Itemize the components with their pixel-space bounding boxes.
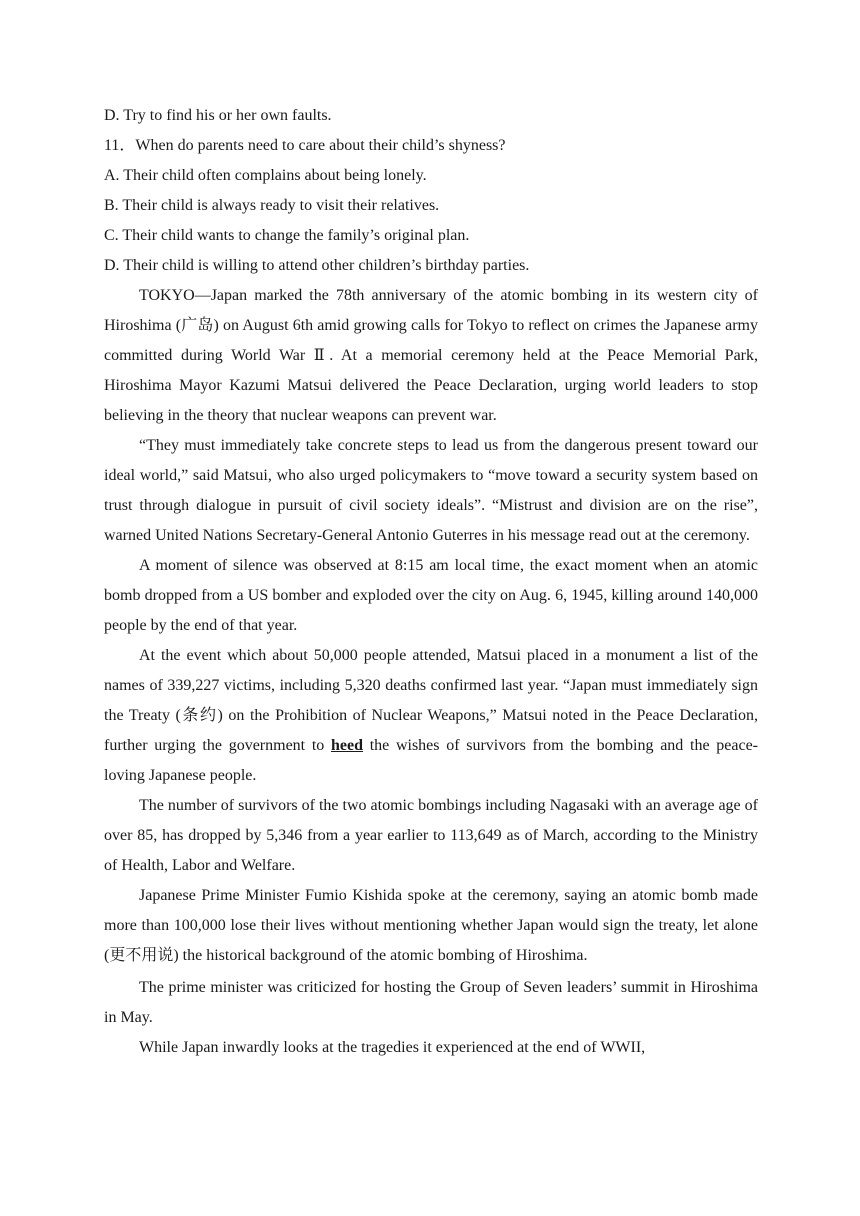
article-paragraph-2: “They must immediately take concrete steps to lead us from the dangerous present toward our ideal world,” said Matsui, who also urged policymakers to “move toward a security system based on trust through dialogue in pursuit of civil society ideals”. “Mistrust and division are on the rise”, warned United Nations Secretary-General Antonio Guterres in his message read out at the ceremony. (104, 437, 758, 544)
article-paragraph-4 (104, 641, 758, 791)
q11-option-a: A. Their child often complains about being lonely. (104, 167, 427, 184)
q11-stem: 11．When do parents need to care about their child’s shyness? (104, 137, 506, 154)
q11-option-b: B. Their child is always ready to visit their relatives. (104, 197, 440, 214)
heed-keyword: heed (330, 737, 363, 754)
article-paragraph-6: Japanese Prime Minister Fumio Kishida spoke at the ceremony, saying an atomic bomb made more than 100,000 lose their lives without mentioning whether Japan would sign the treaty, let alone (更不用说) the historical background of the atomic bombing of Hiroshima. (104, 887, 758, 964)
article-paragraph-5: The number of survivors of the two atomic bombings including Nagasaki with an average age of over 85, has dropped by 5,346 from a year earlier to 113,649 as of March, according to the Ministry of Health, Labor and Welfare. (104, 797, 758, 874)
paragraph-4-text-start: At the event which about 50,000 people attended, Matsui placed in a monument a list of the names of 339,227 victims, including 5,320 deaths confirmed last year. “Japan must immediately sign the Treaty (条约) on the Prohibition of Nuclear Weapons,” Matsui noted in the Peace Declaration, further urging the government to (104, 647, 758, 754)
document-page (104, 101, 758, 1063)
paragraph-4-text-end: the wishes of survivors from the bombing and the peace-loving Japanese people. (104, 737, 758, 784)
article-paragraph-8: While Japan inwardly looks at the tragedies it experienced at the end of WWII, (139, 1039, 646, 1056)
article-paragraph-3: A moment of silence was observed at 8:15 am local time, the exact moment when an atomic bomb dropped from a US bomber and exploded over the city on Aug. 6, 1945, killing around 140,000 people by the end of that year. (104, 557, 758, 634)
q11-option-c: C. Their child wants to change the family’s original plan. (104, 227, 470, 244)
q11-option-d: D. Their child is willing to attend other children’s birthday parties. (104, 257, 530, 274)
q10-option-d: D. Try to find his or her own faults. (104, 107, 332, 124)
article-paragraph-7: The prime minister was criticized for hosting the Group of Seven leaders’ summit in Hiroshima in May. (104, 979, 758, 1026)
article-paragraph-1: TOKYO—Japan marked the 78th anniversary of the atomic bombing in its western city of Hiroshima (广岛) on August 6th amid growing calls for Tokyo to reflect on crimes the Japanese army committed during World War Ⅱ. At a memorial ceremony held at the Peace Memorial Park, Hiroshima Mayor Kazumi Matsui delivered the Peace Declaration, urging world leaders to stop believing in the theory that nuclear weapons can prevent war. (104, 287, 758, 424)
